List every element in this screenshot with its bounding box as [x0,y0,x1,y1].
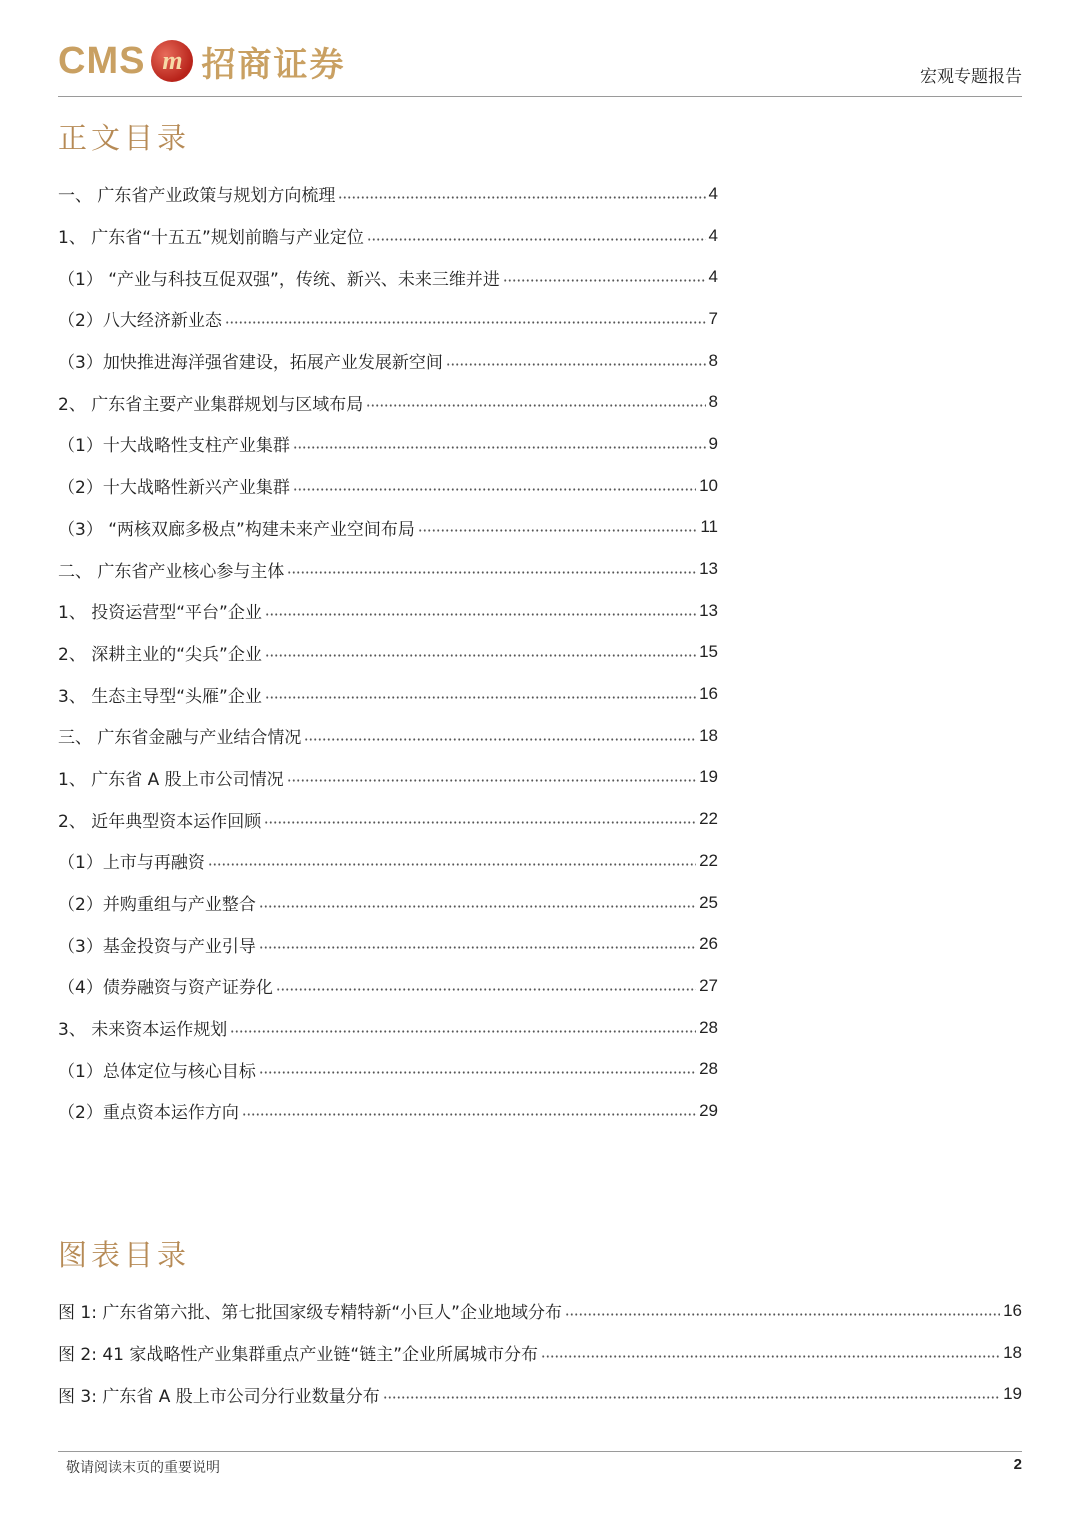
toc-entry[interactable] [58,840,718,882]
dot-leader [276,979,696,993]
toc-entry-page: 16 [1003,1300,1022,1320]
toc-entry[interactable] [58,798,718,840]
header-divider [58,96,1022,97]
toc-entry-page: 8 [708,350,718,370]
toc-entry-page: 9 [708,433,718,453]
toc-entry-page: 29 [699,1100,718,1120]
toc-entry-page: 28 [699,1017,718,1037]
dot-leader [383,1387,1000,1401]
toc-entry-page: 19 [699,767,718,787]
main-toc-title: 正文目录 [58,121,191,155]
toc-entry-label: （2）重点资本运作方向 [58,1103,239,1124]
dot-leader [259,937,696,951]
company-logo [58,36,345,86]
figure-toc-list [58,1290,1022,1415]
toc-entry-label: 1、 投资运营型“平台”企业 [58,603,262,624]
toc-entry[interactable] [58,381,718,423]
toc-entry[interactable] [58,715,718,757]
toc-entry-page: 11 [700,517,718,537]
dot-leader [503,270,706,284]
toc-entry[interactable] [58,465,718,507]
figure-toc-entry[interactable] [58,1373,1022,1415]
logo-emblem-icon: m [151,40,193,82]
toc-entry-label: 2、 广东省主要产业集群规划与区域布局 [58,394,364,415]
dot-leader [264,812,696,826]
toc-entry-page: 19 [1003,1384,1022,1404]
report-type-label: 宏观专题报告 [920,67,1022,87]
toc-entry-label: （1）上市与再融资 [58,853,205,874]
toc-entry-label: （3）加快推进海洋强省建设，拓展产业发展新空间 [58,353,443,374]
toc-entry-label: 2、 深耕主业的“尖兵”企业 [58,644,262,665]
toc-entry[interactable] [58,923,718,965]
toc-entry-page: 4 [708,225,718,245]
dot-leader [565,1304,1000,1318]
disclaimer-note: 敬请阅读末页的重要说明 [66,1460,220,1476]
toc-entry-page: 13 [699,559,718,579]
toc-entry-label: 1、 广东省“十五五”规划前瞻与产业定位 [58,228,364,249]
dot-leader [287,770,696,784]
toc-entry[interactable] [58,423,718,465]
toc-entry-page: 7 [708,308,718,328]
dot-leader [230,1021,696,1035]
dot-leader [541,1346,1000,1360]
toc-entry-label: 3、 未来资本运作规划 [58,1020,228,1041]
toc-entry-page: 22 [699,809,718,829]
toc-entry-label: （1） “产业与科技互促双强”，传统、新兴、未来三维并进 [58,269,500,290]
toc-entry-page: 22 [699,850,718,870]
toc-entry-label: （1）总体定位与核心目标 [58,1061,256,1082]
toc-entry-label: （2）十大战略性新兴产业集群 [58,478,290,499]
toc-entry[interactable] [58,882,718,924]
toc-entry[interactable] [58,632,718,674]
toc-entry-label: 图 1: 广东省第六批、第七批国家级专精特新“小巨人”企业地域分布 [58,1303,562,1324]
logo-chinese-name: 招商证券 [201,44,346,85]
page-header [0,0,1080,100]
dot-leader [293,437,706,451]
toc-entry[interactable] [58,1090,718,1132]
toc-entry-label: （2）八大经济新业态 [58,311,222,332]
main-toc-list [58,173,718,1132]
toc-entry-label: （1）十大战略性支柱产业集群 [58,436,290,457]
dot-leader [208,854,696,868]
toc-entry[interactable] [58,1048,718,1090]
toc-entry[interactable] [58,507,718,549]
toc-entry-page: 15 [699,642,718,662]
toc-entry-page: 25 [699,892,718,912]
toc-entry-label: （4）债券融资与资产证券化 [58,978,273,999]
logo-cms-text: CMS [58,39,146,82]
toc-entry-page: 8 [708,392,718,412]
toc-entry[interactable] [58,340,718,382]
dot-leader [446,354,706,368]
figure-toc-title: 图表目录 [58,1238,191,1272]
toc-entry-page: 18 [1003,1342,1022,1362]
toc-entry-label: 图 2: 41 家战略性产业集群重点产业链“链主”企业所属城市分布 [58,1345,538,1366]
toc-entry-page: 27 [699,975,718,995]
dot-leader [367,229,706,243]
toc-entry-page: 28 [699,1059,718,1079]
toc-entry-label: 图 3: 广东省 A 股上市公司分行业数量分布 [58,1386,380,1407]
toc-entry[interactable] [58,215,718,257]
toc-entry-label: 二、 广东省产业核心参与主体 [58,561,285,582]
dot-leader [338,187,705,201]
dot-leader [304,729,696,743]
dot-leader [265,604,696,618]
toc-entry-page: 4 [708,267,718,287]
footer-divider [58,1451,1022,1452]
toc-entry-label: （3）基金投资与产业引导 [58,936,256,957]
page-number: 2 [1013,1456,1022,1473]
figure-toc-entry[interactable] [58,1290,1022,1332]
dot-leader [265,645,696,659]
dot-leader [366,395,705,409]
toc-entry-label: 三、 广东省金融与产业结合情况 [58,728,302,749]
dot-leader [259,1062,696,1076]
toc-entry-label: （3） “两核双廊多极点”构建未来产业空间布局 [58,519,415,540]
toc-entry[interactable] [58,256,718,298]
dot-leader [265,687,696,701]
dot-leader [225,312,706,326]
toc-entry[interactable] [58,1007,718,1049]
dot-leader [287,562,696,576]
figure-toc-entry[interactable] [58,1332,1022,1374]
dot-leader [242,1104,696,1118]
toc-entry-page: 10 [699,475,718,495]
toc-entry-page: 26 [699,934,718,954]
toc-entry-label: 3、 生态主导型“头雁”企业 [58,686,262,707]
toc-entry-label: 2、 近年典型资本运作回顾 [58,811,262,832]
toc-entry[interactable] [58,965,718,1007]
toc-entry-page: 16 [699,684,718,704]
toc-entry-label: 一、 广东省产业政策与规划方向梳理 [58,186,336,207]
toc-entry-page: 18 [699,725,718,745]
toc-entry[interactable] [58,590,718,632]
toc-entry-label: 1、 广东省 A 股上市公司情况 [58,769,284,790]
toc-entry[interactable] [58,173,718,215]
toc-entry-page: 4 [708,183,718,203]
dot-leader [418,520,698,534]
toc-entry[interactable] [58,757,718,799]
dot-leader [293,479,696,493]
dot-leader [259,896,696,910]
toc-entry-label: （2）并购重组与产业整合 [58,895,256,916]
toc-entry[interactable] [58,298,718,340]
toc-entry[interactable] [58,548,718,590]
toc-entry[interactable] [58,673,718,715]
toc-entry-page: 13 [699,600,718,620]
